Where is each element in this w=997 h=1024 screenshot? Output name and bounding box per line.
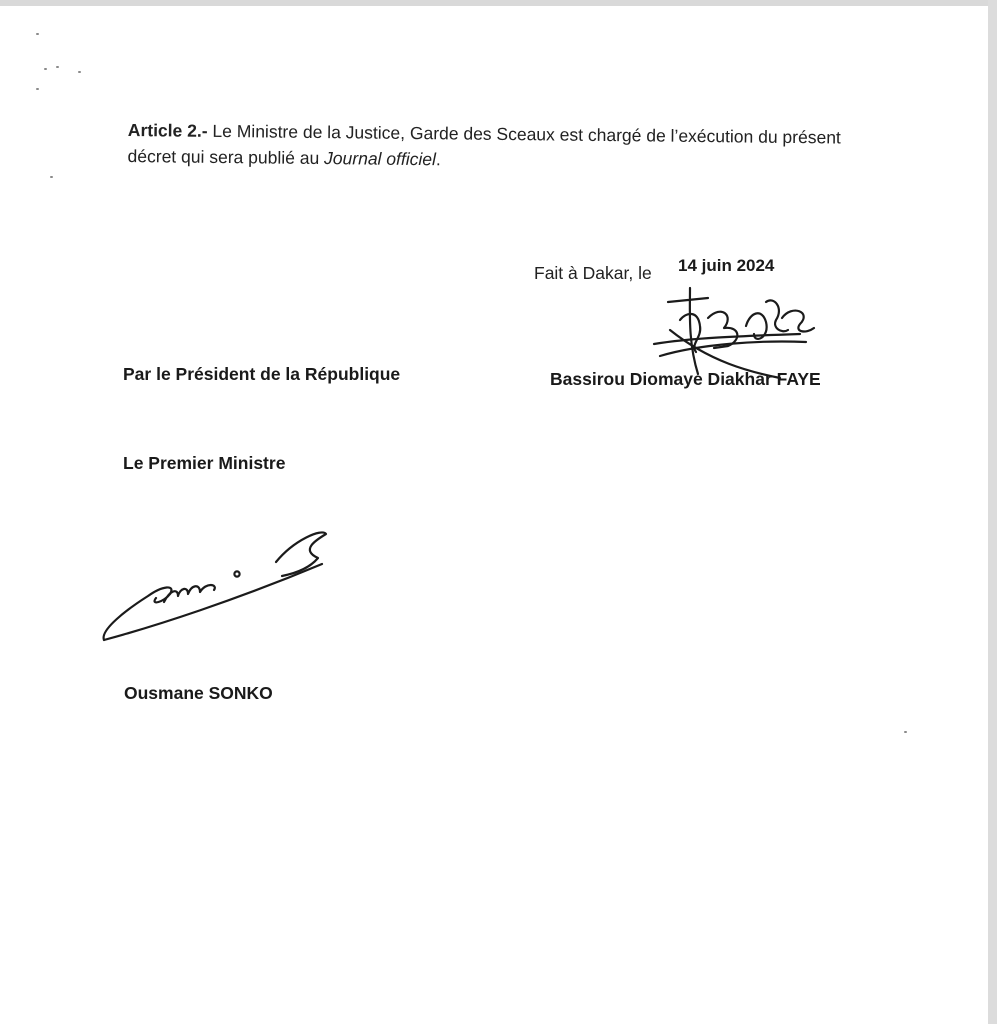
scan-speck bbox=[56, 66, 59, 68]
scan-speck bbox=[36, 33, 39, 35]
page-top-edge bbox=[0, 0, 997, 6]
article-number: Article 2.- bbox=[127, 119, 208, 141]
page-right-edge bbox=[988, 0, 997, 1024]
prime-minister-title: Le Premier Ministre bbox=[123, 453, 286, 473]
president-authority-heading: Par le Président de la République bbox=[123, 364, 401, 384]
journal-officiel-reference: Journal officiel bbox=[324, 148, 437, 170]
article-text: Le Ministre de la Justice, Garde des Sceaux est chargé de l’exécution du présent décret qui sera publié au bbox=[127, 120, 841, 169]
article-text-end: . bbox=[435, 149, 441, 170]
prime-minister-signature bbox=[96, 526, 336, 650]
signing-place: Fait à Dakar, le bbox=[534, 263, 652, 283]
scan-speck bbox=[904, 731, 907, 733]
article-2-paragraph bbox=[127, 117, 880, 177]
president-name: Bassirou Diomaye Diakhar FAYE bbox=[550, 369, 821, 389]
scan-speck bbox=[78, 71, 81, 73]
signing-date: 14 juin 2024 bbox=[678, 256, 775, 275]
president-signature bbox=[650, 282, 820, 382]
scan-speck bbox=[44, 68, 47, 70]
prime-minister-name: Ousmane SONKO bbox=[124, 683, 273, 703]
scan-speck bbox=[50, 176, 53, 178]
scan-speck bbox=[36, 88, 39, 90]
